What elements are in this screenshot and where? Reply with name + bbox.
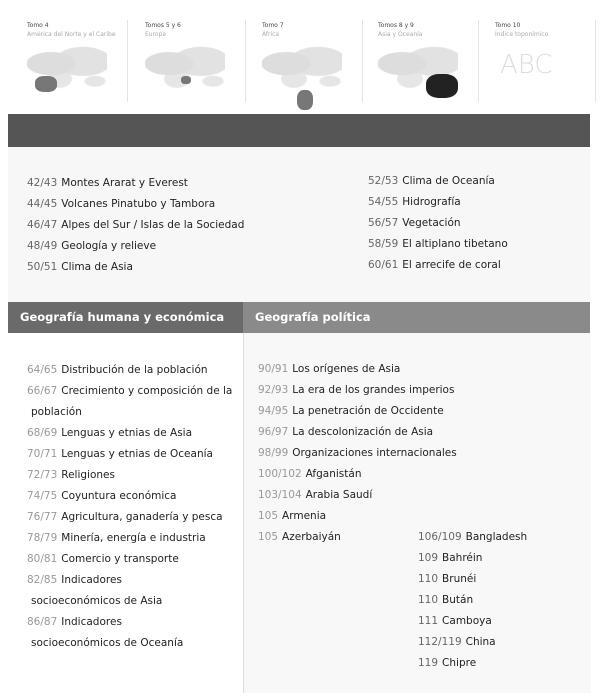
toc-entry[interactable] (418, 573, 476, 585)
human-geography-header: Geografía humana y económica (8, 302, 243, 333)
page-number: 52/53 (368, 175, 399, 187)
toc-entry[interactable] (258, 384, 454, 396)
toc-entry[interactable] (258, 468, 361, 480)
highlighted-region (181, 76, 191, 84)
page-number: 66/67 (27, 385, 58, 397)
page-number: 42/43 (27, 177, 58, 189)
entry-title: Distribución de la población (61, 364, 208, 376)
toc-entry[interactable] (418, 552, 482, 564)
entry-title: Hidrografía (402, 196, 461, 208)
entry-title: Afganistán (305, 468, 362, 480)
entry-title: Indicadores (61, 574, 122, 586)
world-map-icon (378, 46, 458, 90)
entry-title: Lenguas y etnias de Asia (61, 427, 193, 439)
page-number: 106/109 (418, 531, 462, 543)
entry-title: El arrecife de coral (402, 259, 501, 271)
toc-entry[interactable] (418, 531, 527, 543)
entry-title: La descolonización de Asia (292, 426, 434, 438)
entry-title: Indicadores (61, 616, 122, 628)
volume-card[interactable] (22, 20, 128, 102)
entry-title: Alpes del Sur / Islas de la Sociedad (61, 219, 245, 231)
toc-entry[interactable] (27, 364, 208, 376)
page-number: 90/91 (258, 363, 289, 375)
page-number: 82/85 (27, 574, 58, 586)
entry-title: China (465, 636, 496, 648)
volume-region: Asia y Oceanía (378, 31, 423, 38)
volume-number: Tomo 7 (262, 22, 284, 29)
page-number: 103/104 (258, 489, 302, 501)
toc-entry[interactable] (27, 427, 192, 439)
entry-title: Camboya (442, 615, 492, 627)
page-number: 111 (418, 615, 439, 627)
page-number: 74/75 (27, 490, 58, 502)
toc-entry[interactable] (418, 657, 476, 669)
page-number: 64/65 (27, 364, 58, 376)
page-number: 58/59 (368, 238, 399, 250)
page-number: 46/47 (27, 219, 58, 231)
volume-region: Europa (145, 31, 167, 38)
volume-region: América del Norte y el Caribe (27, 31, 116, 38)
page-number: 80/81 (27, 553, 58, 565)
toc-entry[interactable] (27, 469, 115, 481)
entry-title: Los orígenes de Asia (292, 363, 401, 375)
entry-title: Volcanes Pinatubo y Tambora (61, 198, 216, 210)
toc-entry[interactable] (27, 595, 162, 607)
entry-title: Bangladesh (465, 531, 528, 543)
page-number: 100/102 (258, 468, 302, 480)
entry-title: Bután (442, 594, 474, 606)
toc-entry[interactable] (258, 363, 400, 375)
toc-entry[interactable] (418, 636, 496, 648)
toc-entry[interactable] (27, 532, 206, 544)
entry-title: Clima de Asia (61, 261, 133, 273)
section-bar (8, 114, 590, 147)
toc-entry[interactable] (27, 177, 188, 189)
page-number: 44/45 (27, 198, 58, 210)
entry-title: Bahréin (442, 552, 483, 564)
highlighted-region (297, 90, 313, 110)
page-number: 72/73 (27, 469, 58, 481)
entry-title: Montes Ararat y Everest (61, 177, 188, 189)
toc-entry[interactable] (418, 594, 473, 606)
toc-entry[interactable] (368, 196, 461, 208)
toc-entry[interactable] (258, 447, 457, 459)
page-number: 94/95 (258, 405, 289, 417)
page-number: 112/119 (418, 636, 462, 648)
entry-title: socioeconómicos de Oceanía (31, 637, 184, 649)
entry-title: Armenia (282, 510, 327, 522)
toc-entry[interactable] (27, 574, 122, 586)
toc-entry[interactable] (368, 259, 501, 271)
world-map-icon (27, 46, 107, 90)
page-number: 119 (418, 657, 439, 669)
page-number: 109 (418, 552, 439, 564)
toc-entry[interactable] (258, 426, 433, 438)
volume-card[interactable] (140, 20, 246, 102)
page-number: 96/97 (258, 426, 289, 438)
political-geography-header: Geografía política (243, 302, 590, 333)
page-number: 60/61 (368, 259, 399, 271)
world-map-icon (262, 46, 342, 90)
toc-entry[interactable] (27, 240, 156, 252)
page-number: 76/77 (27, 511, 58, 523)
volume-card[interactable] (373, 20, 479, 102)
entry-title: Organizaciones internacionales (292, 447, 457, 459)
toc-entry[interactable] (27, 490, 177, 502)
page-number: 56/57 (368, 217, 399, 229)
highlighted-region (35, 76, 57, 92)
volume-number: Tomos 8 y 9 (378, 22, 414, 29)
volume-number: Tomo 10 (495, 22, 521, 29)
entry-title: Religiones (61, 469, 115, 481)
volume-card[interactable] (490, 20, 596, 102)
entry-title: La era de los grandes imperios (292, 384, 455, 396)
volume-number: Tomos 5 y 6 (145, 22, 181, 29)
entry-title: socioeconómicos de Asia (31, 595, 163, 607)
toc-entry[interactable] (258, 489, 372, 501)
toc-entry[interactable] (258, 531, 341, 543)
toc-entry[interactable] (27, 553, 179, 565)
entry-title: Arabia Saudí (305, 489, 373, 501)
toc-entry[interactable] (258, 510, 326, 522)
toc-entry[interactable] (418, 615, 492, 627)
page-number: 110 (418, 594, 439, 606)
toc-entry[interactable] (27, 616, 122, 628)
toc-entry[interactable] (27, 385, 232, 397)
entry-title: Lenguas y etnias de Oceanía (61, 448, 213, 460)
toc-entry[interactable] (27, 261, 133, 273)
volume-card[interactable] (257, 20, 363, 102)
entry-title: Clima de Oceanía (402, 175, 495, 187)
entry-title: Brunéi (442, 573, 477, 585)
toc-entry[interactable] (368, 217, 461, 229)
world-map-icon (145, 46, 225, 90)
page-number: 98/99 (258, 447, 289, 459)
entry-title: Vegetación (402, 217, 461, 229)
toc-entry[interactable] (27, 219, 244, 231)
page-number: 92/93 (258, 384, 289, 396)
entry-title: población (31, 406, 82, 418)
entry-title: Comercio y transporte (61, 553, 179, 565)
toc-entry[interactable] (368, 238, 508, 250)
volume-number: Tomo 4 (27, 22, 49, 29)
toc-entry[interactable] (27, 198, 215, 210)
entry-title: Agricultura, ganadería y pesca (61, 511, 223, 523)
toc-entry[interactable] (27, 448, 213, 460)
toc-entry[interactable] (27, 406, 82, 418)
page-number: 86/87 (27, 616, 58, 628)
volume-region: África (262, 31, 280, 38)
entry-title: Crecimiento y composición de la (61, 385, 233, 397)
page-number: 48/49 (27, 240, 58, 252)
entry-title: La penetración de Occidente (292, 405, 444, 417)
page-number: 54/55 (368, 196, 399, 208)
page-number: 70/71 (27, 448, 58, 460)
toc-entry[interactable] (27, 637, 183, 649)
abc-logo: ABC (500, 50, 553, 80)
highlighted-region (426, 74, 458, 98)
entry-title: Chipre (442, 657, 477, 669)
page-number: 50/51 (27, 261, 58, 273)
entry-title: Minería, energía e industria (61, 532, 206, 544)
page-number: 110 (418, 573, 439, 585)
page-number: 78/79 (27, 532, 58, 544)
toc-entry[interactable] (27, 511, 223, 523)
entry-title: Geología y relieve (61, 240, 157, 252)
volume-region: Índice toponímico (495, 31, 549, 38)
page-number: 105 (258, 510, 279, 522)
toc-entry[interactable] (258, 405, 444, 417)
entry-title: El altiplano tibetano (402, 238, 508, 250)
toc-entry[interactable] (368, 175, 495, 187)
entry-title: Coyuntura económica (61, 490, 177, 502)
page-number: 105 (258, 531, 279, 543)
page-number: 68/69 (27, 427, 58, 439)
entry-title: Azerbaiyán (282, 531, 341, 543)
